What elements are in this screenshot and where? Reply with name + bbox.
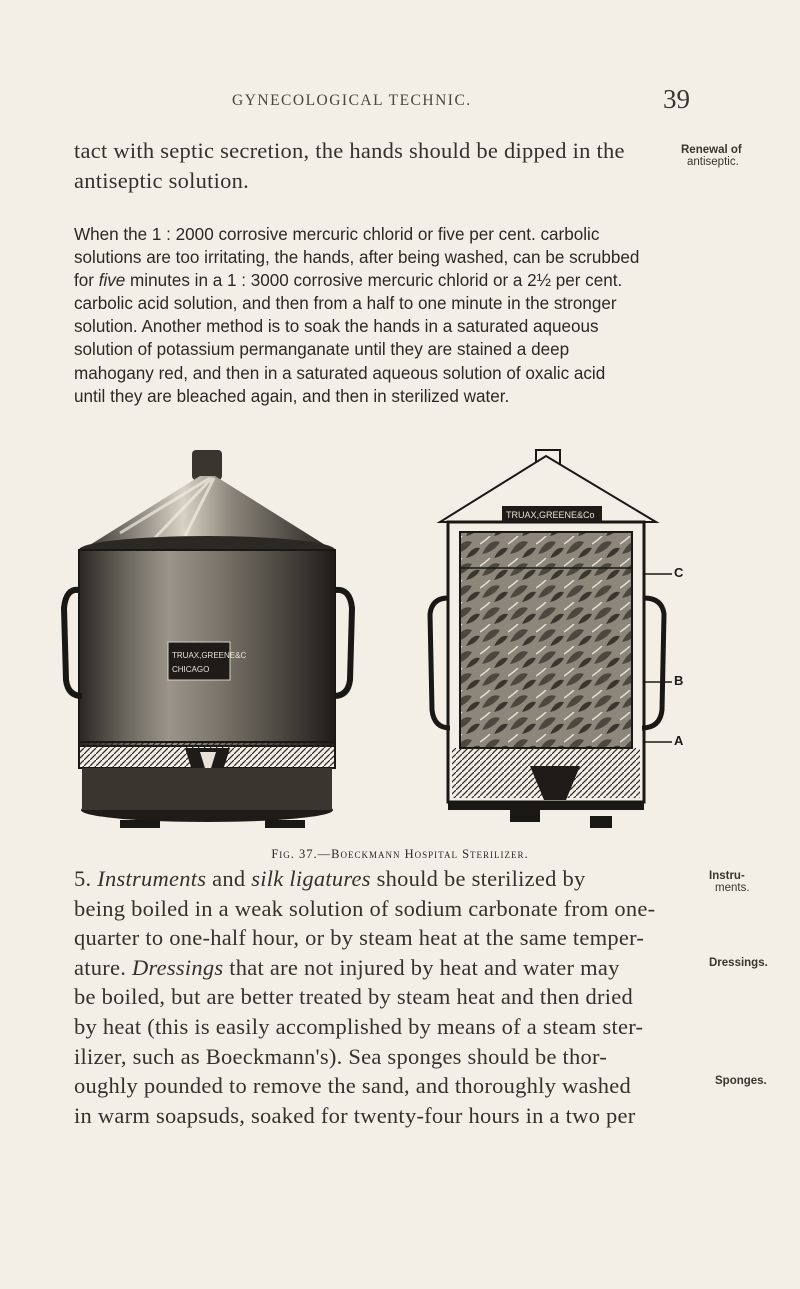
maker-plate-text: CHICAGO	[172, 665, 210, 674]
text-span: and	[206, 866, 252, 891]
margin-note-line: Instru-	[709, 870, 745, 882]
margin-note-dressings: Dressings.	[709, 957, 768, 969]
text-span: that are not injured by heat and water may	[223, 954, 620, 980]
running-head: GYNECOLOGICAL TECHNIC.	[232, 92, 472, 109]
text-line: until they are bleached again, and then in sterilized water.	[74, 386, 510, 406]
text-line: being boiled in a weak solution of sodium carbonate from one-	[74, 895, 656, 921]
maker-plate-text: TRUAX,GREENE&C	[172, 651, 247, 660]
text-line: mahogany red, and then in a saturated aqueous solution of oxalic acid	[74, 363, 606, 383]
text-line	[74, 269, 686, 292]
caption-text: —Boeckmann Hospital Sterilizer.	[317, 847, 529, 861]
paragraph-instruments	[74, 864, 694, 1130]
text-line	[74, 864, 694, 894]
page-number: 39	[663, 84, 690, 114]
text-line: antiseptic solution.	[74, 167, 249, 193]
sterilizer-cross-section	[430, 450, 672, 828]
text-line: solution. Another method is to soak the hands in a saturated aqueous	[74, 317, 599, 337]
text-line: tact with septic secretion, the hands should be dipped in the	[74, 138, 625, 163]
margin-note-line: Renewal of	[681, 144, 742, 156]
text-line: solutions are too irritating, the hands, after being washed, can be scrubbed	[74, 248, 640, 268]
text-line: solution of potassium permanganate until they are stained a deep	[74, 340, 570, 360]
emphasis: Dressings	[131, 954, 224, 980]
text-span: minutes in a 1 : 3000 corrosive mercuric chlorid or a 2½ per cent.	[125, 271, 623, 291]
text-span: for	[74, 271, 99, 291]
text-line: When the 1 : 2000 corrosive mercuric chlorid or five per cent. carbolic	[74, 225, 600, 244]
emphasis: silk ligatures	[251, 866, 371, 891]
margin-note-sponges: Sponges.	[715, 1075, 767, 1087]
text-line: carbolic acid solution, and then from a half to one minute in the stronger	[74, 294, 617, 314]
emphasis: Instruments	[97, 866, 207, 891]
figure-caption	[0, 847, 800, 862]
page-header	[0, 84, 800, 120]
sterilizer-exterior	[64, 450, 352, 828]
label-a: A	[674, 733, 684, 748]
margin-note-instruments	[709, 870, 750, 894]
caption-prefix: Fig. 37.	[271, 847, 318, 861]
text-line: in warm soapsuds, soaked for twenty-four hours in a two per	[74, 1102, 636, 1128]
text-span: ature.	[74, 954, 132, 980]
sterilizer-figure	[60, 448, 740, 840]
margin-note-line: ments.	[715, 882, 750, 894]
margin-note-renewal	[681, 144, 742, 168]
label-b: B	[674, 673, 684, 688]
emphasis: five	[98, 271, 126, 291]
text-span: 5.	[74, 866, 98, 891]
text-span: should be sterilized by	[370, 866, 586, 891]
text-line: be boiled, but are better treated by steam heat and then dried	[74, 984, 634, 1010]
maker-plate-text: TRUAX,GREENE&Co	[506, 510, 595, 520]
text-line	[74, 953, 694, 983]
label-c: C	[674, 565, 684, 580]
text-line: ilizer, such as Boeckmann's). Sea sponges should be thor-	[74, 1043, 608, 1069]
text-line: by heat (this is easily accomplished by means of a steam ster-	[74, 1013, 644, 1039]
sterilizer-illustration	[60, 448, 740, 840]
text-line: oughly pounded to remove the sand, and thoroughly washed	[74, 1073, 632, 1099]
paragraph-continued	[74, 136, 674, 195]
paragraph-hand-disinfection	[74, 223, 686, 408]
text-line: quarter to one-half hour, or by steam heat at the same temper-	[74, 925, 645, 951]
margin-note-line: antiseptic.	[687, 156, 739, 168]
